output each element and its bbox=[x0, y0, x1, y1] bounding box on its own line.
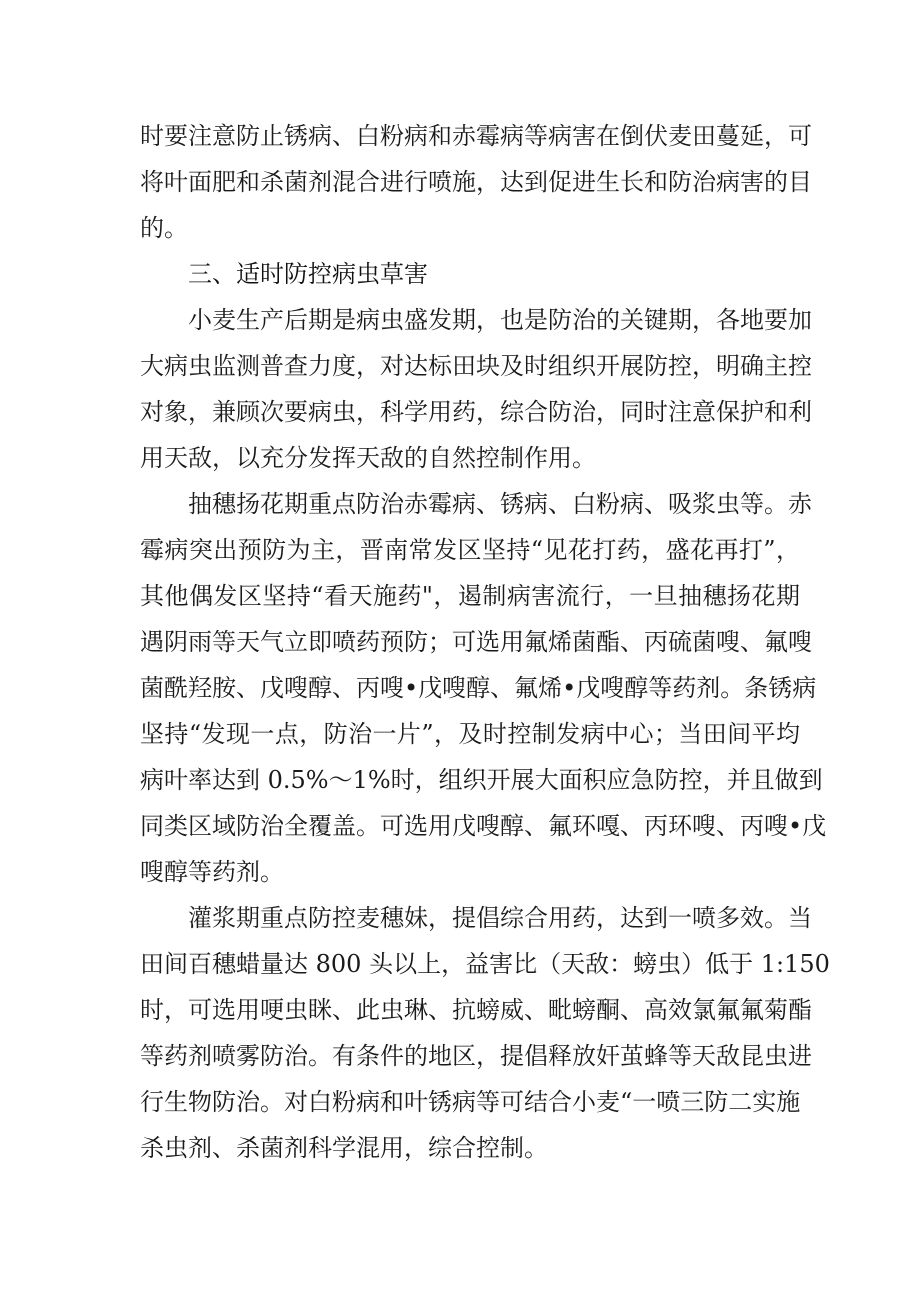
text-line: 同类区域防治全覆盖。可选用戊嗖醇、氟环嘎、丙环嗖、丙嗖•戊 bbox=[140, 812, 827, 840]
text-line: 灌浆期重点防控麦穗妹，提倡综合用药，达到一喷多效。当 bbox=[188, 904, 812, 932]
text-line: 时要注意防止锈病、白粉病和赤霉病等病害在倒伏麦田蔓延，可 bbox=[140, 122, 812, 150]
text-line: 病叶率达到 0.5%～1%时，组织开展大面积应急防控，并且做到 bbox=[140, 766, 823, 794]
text-line: 嗖醇等药剂。 bbox=[140, 858, 284, 886]
text-line: 对象，兼顾次要病虫，科学用药，综合防治，同时注意保护和利 bbox=[140, 398, 812, 426]
text-line: 小麦生产后期是病虫盛发期，也是防治的关键期，各地要加 bbox=[188, 306, 812, 334]
text-line: 其他偶发区坚持“看天施药"，遏制病害流行，一旦抽穗扬花期 bbox=[140, 582, 800, 610]
text-line: 坚持“发现一点，防治一片”，及时控制发病中心；当田间平均 bbox=[140, 720, 800, 748]
text-line: 霉病突出预防为主，晋南常发区坚持“见花打药，盛花再打”， bbox=[140, 536, 800, 564]
text-line: 杀虫剂、杀菌剂科学混用，综合控制。 bbox=[140, 1134, 548, 1162]
text-line: 大病虫监测普查力度，对达标田块及时组织开展防控，明确主控 bbox=[140, 352, 812, 380]
text-line: 田间百穗蜡量达 800 头以上，益害比（天敌：螃虫）低于 1:150 bbox=[140, 950, 830, 978]
section-heading: 三、适时防控病虫草害 bbox=[188, 260, 428, 288]
text-line: 遇阴雨等天气立即喷药预防；可选用氟烯菌酯、丙硫菌嗖、氟嗖 bbox=[140, 628, 812, 656]
text-line: 将叶面肥和杀菌剂混合进行喷施，达到促进生长和防治病害的目 bbox=[140, 168, 812, 196]
text-line: 用天敌，以充分发挥天敌的自然控制作用。 bbox=[140, 444, 596, 472]
text-line: 等药剂喷雾防治。有条件的地区，提倡释放奸茧蜂等天敌昆虫进 bbox=[140, 1042, 812, 1070]
text-line: 时，可选用哽虫眯、此虫琳、抗螃威、毗螃酮、高效氯氟氟菊酯 bbox=[140, 996, 812, 1024]
text-line: 的。 bbox=[140, 214, 188, 242]
text-line: 抽穗扬花期重点防治赤霉病、锈病、白粉病、吸浆虫等。赤 bbox=[188, 490, 812, 518]
text-line: 行生物防治。对白粉病和叶锈病等可结合小麦“一喷三防二实施 bbox=[140, 1088, 801, 1116]
text-line: 菌酰羟胺、戊嗖醇、丙嗖•戊嗖醇、氟烯•戊嗖醇等药剂。条锈病 bbox=[140, 674, 817, 702]
